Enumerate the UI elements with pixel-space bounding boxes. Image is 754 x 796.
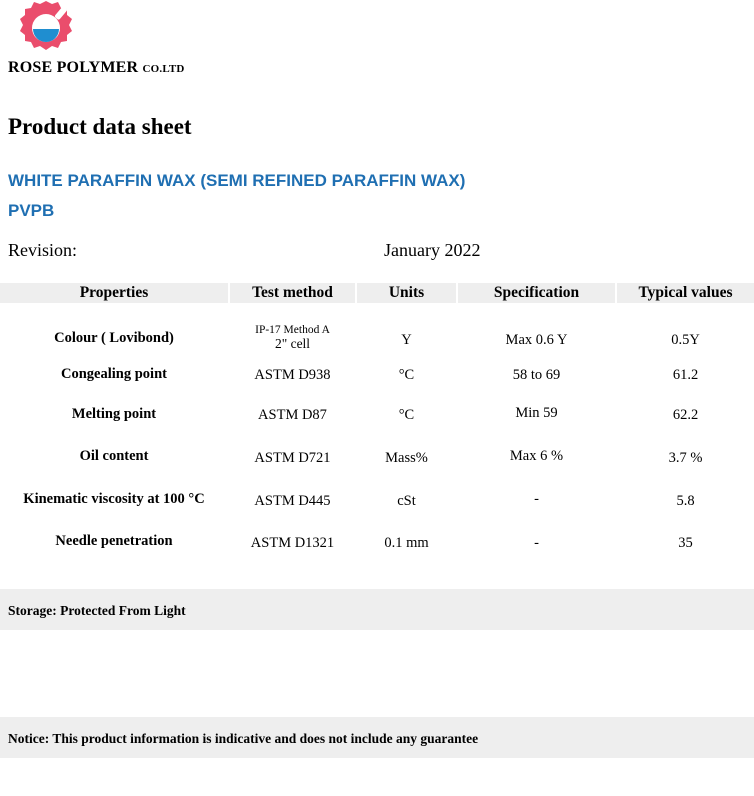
company-suffix: CO.LTD bbox=[142, 63, 185, 75]
company-name bbox=[8, 59, 185, 77]
row-test-method-line1: IP-17 Method A bbox=[255, 324, 330, 336]
row-test-method-line2: 2" cell bbox=[274, 336, 311, 351]
row-test-method: ASTM D721 bbox=[254, 450, 331, 466]
row-test-method: ASTM D1321 bbox=[250, 535, 335, 551]
row-typical-value: 61.2 bbox=[672, 367, 699, 383]
row-property: Oil content bbox=[79, 448, 149, 464]
row-units: Mass% bbox=[385, 450, 428, 466]
flask-gear-icon bbox=[20, 1, 72, 50]
row-typical-value: 5.8 bbox=[676, 493, 695, 509]
row-specification: 58 to 69 bbox=[512, 367, 561, 383]
notice-text: Notice: This product information is indicative and does not include any guarantee bbox=[8, 731, 479, 746]
row-units: °C bbox=[398, 367, 415, 383]
row-units: °C bbox=[398, 407, 415, 423]
row-test-method: ASTM D938 bbox=[254, 367, 331, 383]
column-header-specification: Specification bbox=[493, 284, 580, 301]
product-name: WHITE PARAFFIN WAX (SEMI REFINED PARAFFIN WAX) bbox=[8, 171, 466, 190]
column-header-typical-values: Typical values bbox=[638, 284, 733, 301]
row-specification: Max 0.6 Y bbox=[505, 332, 568, 348]
row-test-method: ASTM D87 bbox=[258, 407, 327, 423]
row-typical-value: 35 bbox=[678, 535, 693, 551]
row-test-method: ASTM D445 bbox=[254, 493, 331, 509]
storage-note: Storage: Protected From Light bbox=[8, 603, 186, 618]
row-property: Melting point bbox=[71, 406, 157, 422]
product-code: PVPB bbox=[8, 201, 55, 220]
revision-label: Revision: bbox=[8, 240, 78, 260]
company-name-text: ROSE POLYMER bbox=[8, 59, 139, 76]
row-typical-value: 62.2 bbox=[672, 407, 699, 423]
row-specification: - bbox=[534, 491, 539, 507]
column-header-units: Units bbox=[388, 284, 425, 301]
column-header-test-method: Test method bbox=[252, 284, 333, 301]
row-typical-value: 0.5Y bbox=[671, 332, 700, 348]
row-specification: Max 6 % bbox=[509, 448, 564, 464]
row-specification: Min 59 bbox=[515, 405, 558, 421]
row-property: Colour ( Lovibond) bbox=[54, 330, 174, 346]
row-property: Kinematic viscosity at 100 °C bbox=[23, 491, 205, 507]
row-test-method bbox=[230, 324, 355, 350]
row-units: cSt bbox=[397, 493, 416, 509]
column-header-properties: Properties bbox=[79, 284, 149, 301]
row-property: Needle penetration bbox=[55, 533, 173, 549]
revision-date: January 2022 bbox=[384, 240, 481, 260]
row-units: 0.1 mm bbox=[384, 535, 429, 551]
company-logo bbox=[16, 0, 76, 54]
row-specification: - bbox=[534, 535, 539, 551]
row-typical-value: 3.7 % bbox=[668, 450, 703, 466]
row-property: Congealing point bbox=[61, 366, 167, 382]
page-title: Product data sheet bbox=[8, 114, 192, 139]
row-units: Y bbox=[401, 332, 412, 348]
